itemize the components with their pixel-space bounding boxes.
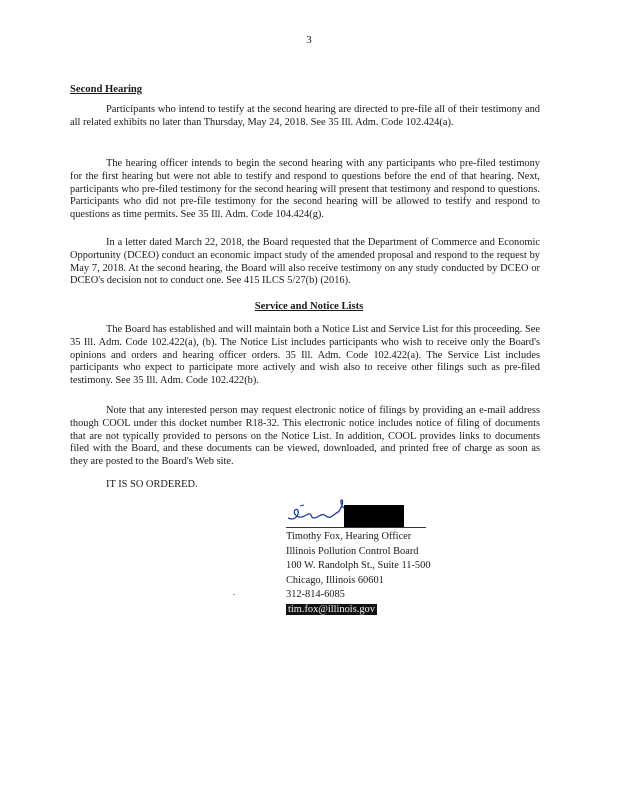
paragraph-dceo (70, 237, 540, 288)
paragraph-hearing-order (70, 158, 540, 222)
paragraph-text: The hearing officer intends to begin the second hearing with any participants who pre-filed testimony for the first hearing but were not able to testify and respond to questions before the end of that hearing. Next, participants who pre-filed testimony for the second hearing will present that testimony and respond to questions. Participants who did not pre-file testimony for the second hearing will be allowed to testify and respond to questions as time permits. See 35 Ill. Adm. Code 104.424(g). (70, 158, 540, 221)
paragraph-lists (70, 324, 540, 388)
signer-email-link[interactable]: tim.fox@illinois.gov (288, 603, 375, 615)
signature-line (286, 527, 426, 528)
scan-speck (233, 594, 235, 595)
signer-name-title: Timothy Fox, Hearing Officer (286, 531, 412, 542)
paragraph-cool (70, 405, 540, 469)
redaction-box (344, 505, 404, 527)
paragraph-text: In a letter dated March 22, 2018, the Board requested that the Department of Commerce and Economic Opportunity (DCEO) conduct an economic impact study of the amended proposal and respond to the request by May 7, 2018. At the second hearing, the Board will also receive testimony on any study conducted by DCEO or DCEO's decision not to conduct one. See 415 ILCS 5/27(b) (2016). (70, 237, 540, 287)
signer-phone: 312-814-6085 (286, 589, 345, 601)
signature-block (286, 530, 431, 618)
signer-city: Chicago, Illinois 60601 (286, 574, 384, 586)
paragraph-text: Note that any interested person may request electronic notice of filings by providing an e-mail address though COOL under this docket number R18-32. This electronic notice includes notice of filing of documents that are not typically provided to persons on the Notice List. In addition, COOL provides links to documents filed with the Board, and these documents can be viewed, downloaded, and printed free of charge as soon as they are posted to the Board's Web site. (70, 405, 540, 468)
paragraph-text: The Board has established and will maintain both a Notice List and Service List for this proceeding. See 35 Ill. Adm. Code 102.422(a), (b). The Notice List includes participants who wish to receive only the Board's opinions and orders and hearing officer orders. 35 Ill. Adm. Code 102.422(a). The Service List includes participants who expect to participate more actively and wish also to receive other filings such as pre-filed testimony. See 35 Ill. Adm. Code 102.422(b). (70, 324, 540, 387)
signer-address: 100 W. Randolph St., Suite 11-500 (286, 560, 431, 572)
closing-order: IT IS SO ORDERED. (106, 479, 198, 490)
page-number: 3 (306, 34, 312, 46)
section-heading-service-lists: Service and Notice Lists (254, 301, 364, 312)
signer-organization: Illinois Pollution Control Board (286, 545, 419, 557)
section-heading-second-hearing: Second Hearing (70, 84, 143, 95)
paragraph-prefile (70, 104, 540, 130)
paragraph-text: Participants who intend to testify at the second hearing are directed to pre-file all of their testimony and all related exhibits no later than Thursday, May 24, 2018. See 35 Ill. Adm. Code 102.424(a). (70, 104, 540, 128)
